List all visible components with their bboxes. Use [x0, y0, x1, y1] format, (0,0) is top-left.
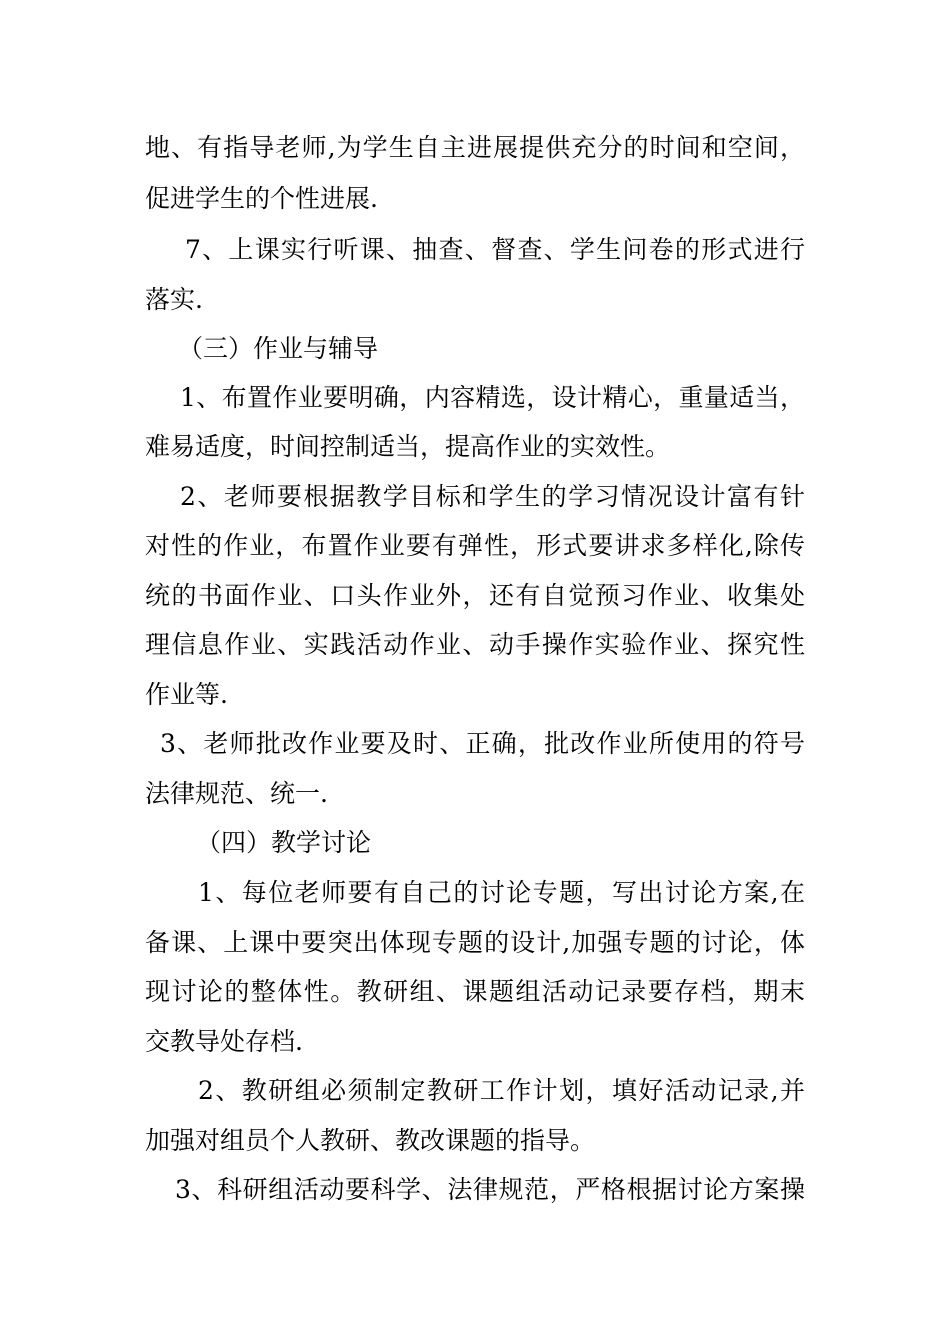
text-line: 1、每位老师要有自己的讨论专题，写出讨论方案,在	[198, 878, 805, 907]
text-line: 落实.	[145, 285, 203, 314]
text-line: 统的书面作业、口头作业外，还有自觉预习作业、收集处	[145, 581, 805, 610]
text-line: 交教导处存档.	[145, 1027, 303, 1056]
text-line: 法律规范、统一.	[145, 779, 328, 808]
text-line: 3、科研组活动要科学、法律规范，严格根据讨论方案操	[175, 1175, 805, 1204]
text-line: 理信息作业、实践活动作业、动手操作实验作业、探究性	[145, 630, 805, 659]
text-line: 3、老师批改作业要及时、正确，批改作业所使用的符号	[160, 729, 805, 758]
text-line: 1、布置作业要明确，内容精选，设计精心，重量适当，	[180, 383, 805, 412]
text-line: 促进学生的个性进展.	[145, 184, 378, 213]
text-line: 地、有指导老师,为学生自主进展提供充分的时间和空间，	[145, 133, 805, 162]
text-line: 作业等.	[145, 680, 228, 709]
text-line: 7、上课实行听课、抽查、督查、学生问卷的形式进行	[185, 235, 805, 264]
text-line: 难易适度，时间控制适当，提高作业的实效性。	[145, 432, 671, 461]
section-heading: （三）作业与辅导	[178, 334, 379, 363]
text-line: 对性的作业，布置作业要有弹性，形式要讲求多样化,除传	[145, 531, 805, 560]
text-line: 加强对组员个人教研、教改课题的指导。	[145, 1126, 596, 1155]
section-heading: （四）教学讨论	[196, 828, 372, 857]
text-line: 备课、上课中要突出体现专题的设计,加强专题的讨论，体	[145, 928, 805, 957]
text-line: 现讨论的整体性。教研组、课题组活动记录要存档，期末	[145, 977, 805, 1006]
text-line: 2、教研组必须制定教研工作计划，填好活动记录,并	[198, 1076, 805, 1105]
text-line: 2、老师要根据教学目标和学生的学习情况设计富有针	[180, 482, 805, 511]
